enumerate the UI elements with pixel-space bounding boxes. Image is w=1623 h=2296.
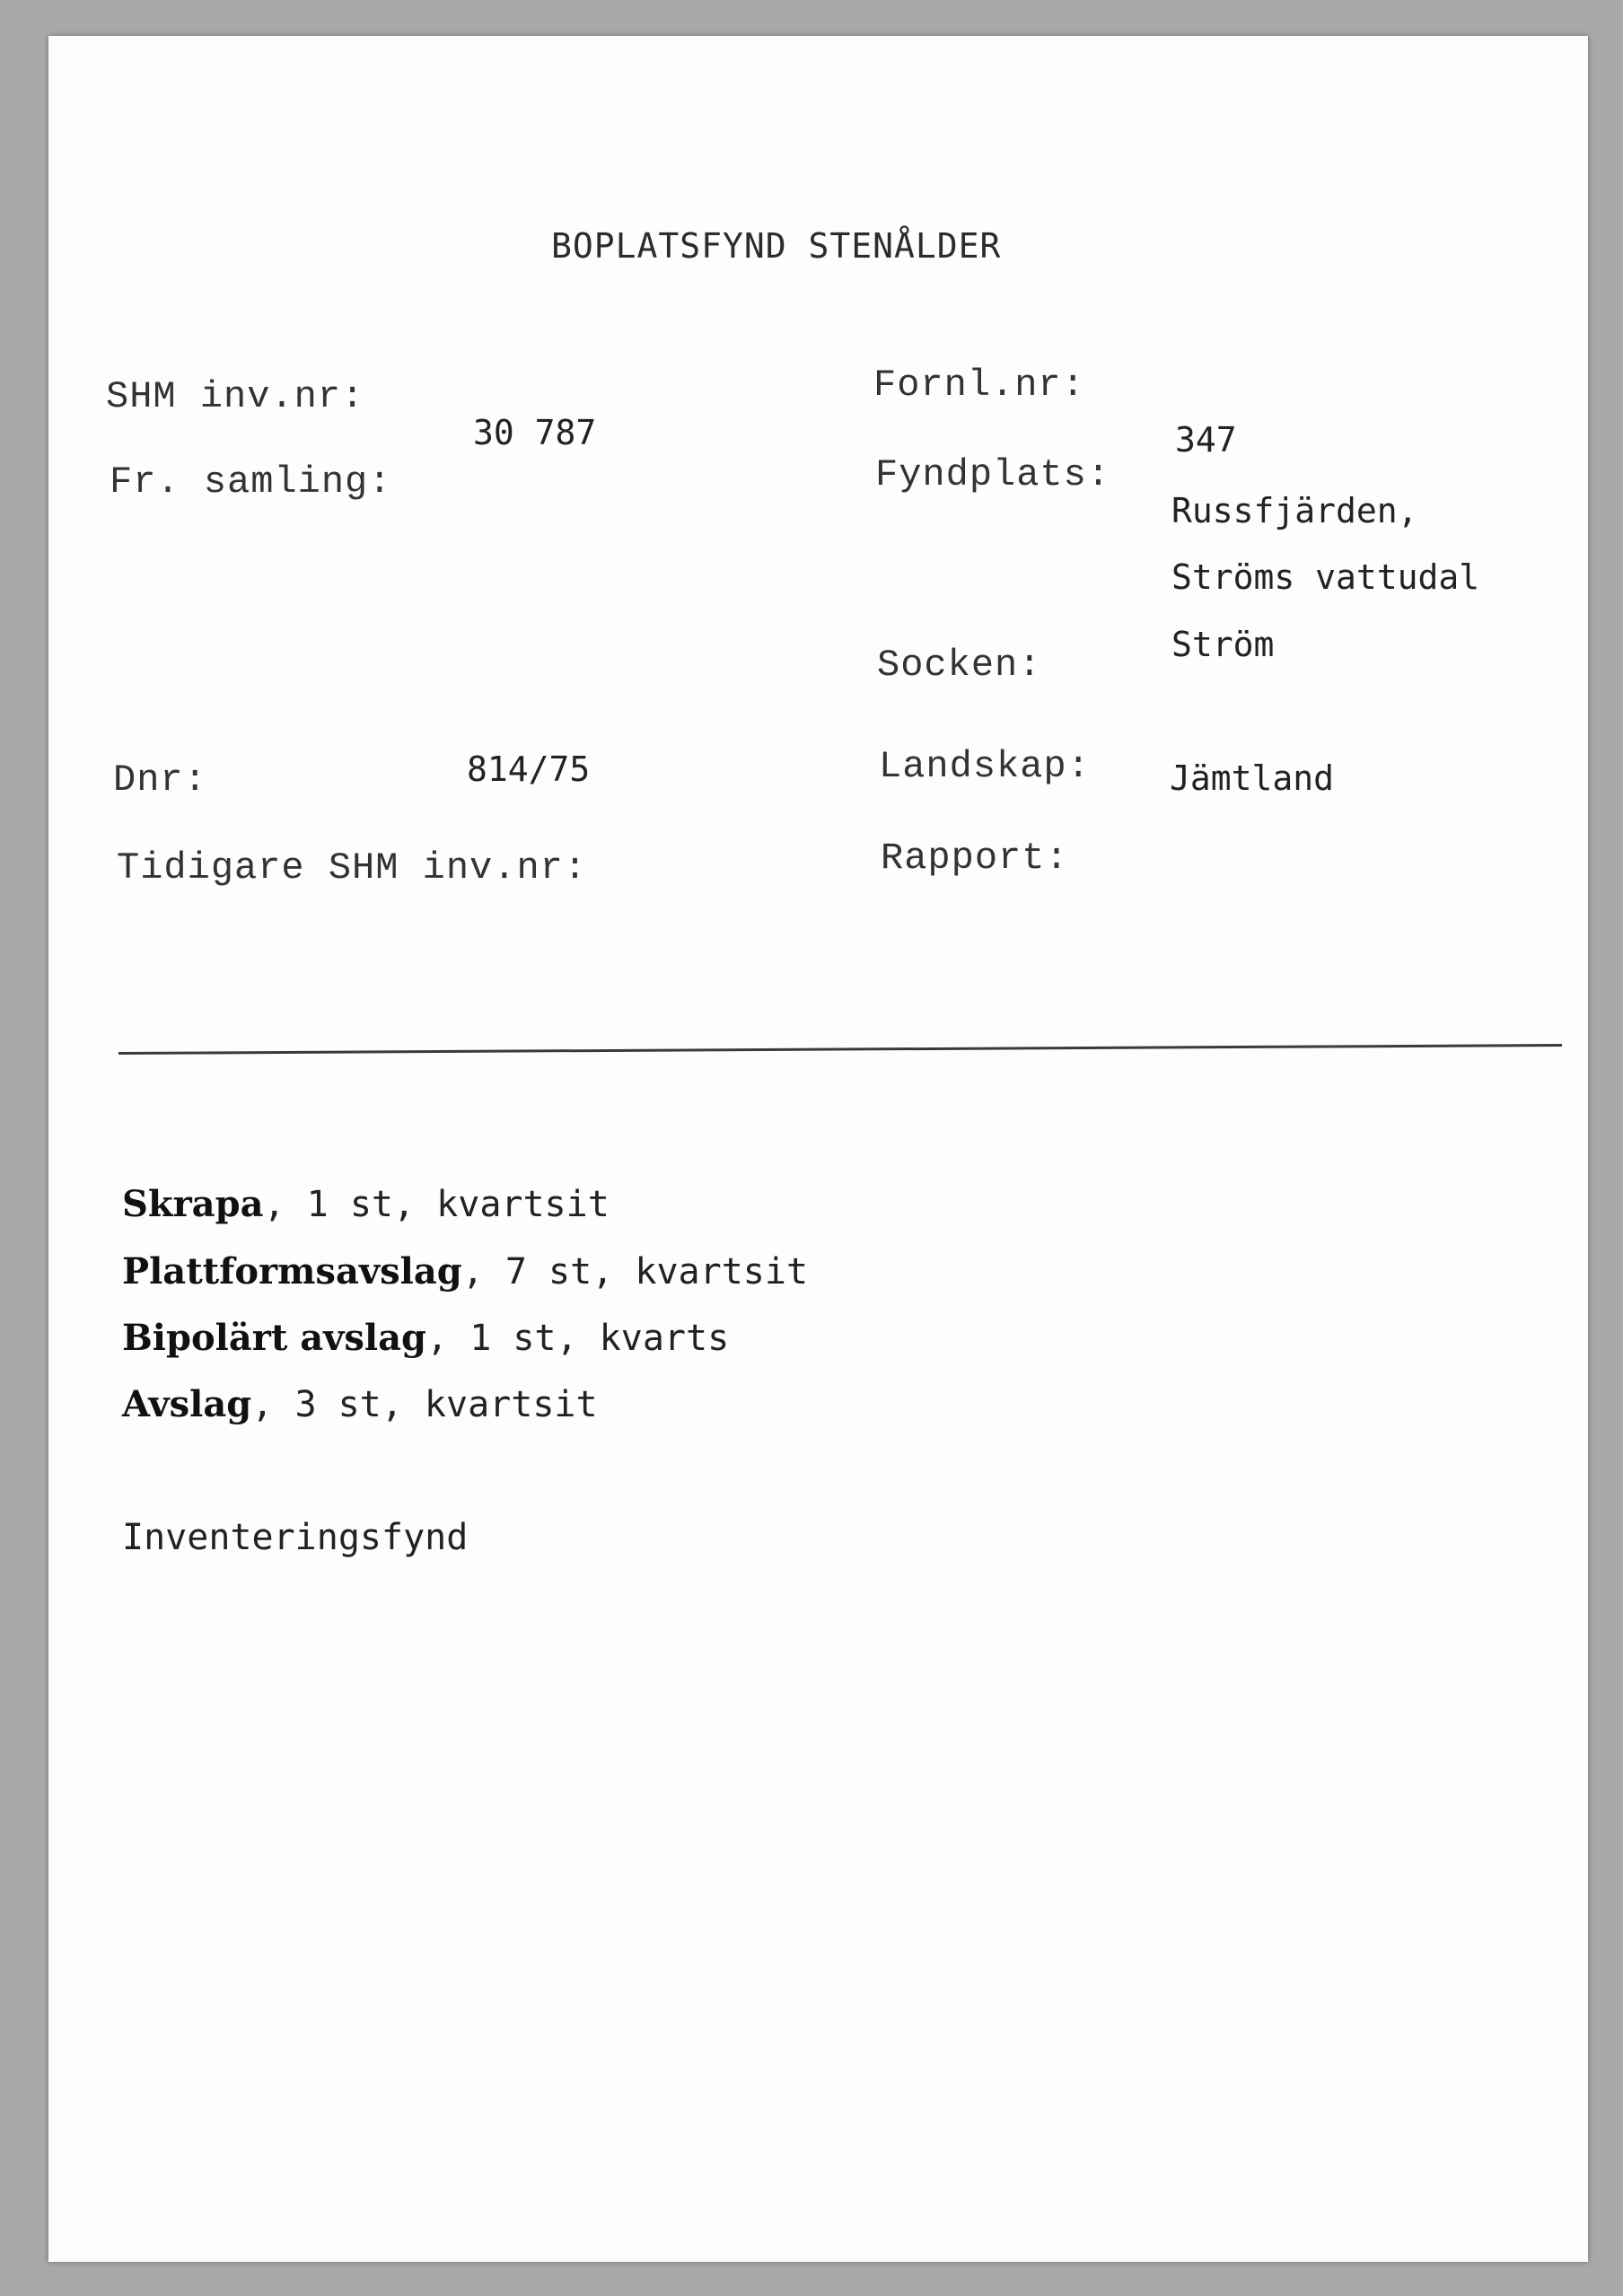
find-name: Bipolärt avslag bbox=[122, 1317, 427, 1359]
find-row: Plattformsavslag, 7 st, kvartsit bbox=[122, 1250, 809, 1293]
value-socken: Ström bbox=[1171, 625, 1275, 664]
value-fyndplats-line1: Russfjärden, bbox=[1171, 491, 1418, 530]
find-detail: 3 st, kvartsit bbox=[294, 1384, 598, 1425]
find-detail: 1 st, kvartsit bbox=[306, 1184, 610, 1225]
value-dnr: 814/75 bbox=[467, 749, 591, 789]
label-tidigare-shm-inv-nr: Tidigare SHM inv.nr: bbox=[117, 846, 588, 889]
label-fornl-nr: Fornl.nr: bbox=[873, 364, 1085, 407]
label-fr-samling: Fr. samling: bbox=[110, 460, 392, 504]
catalog-card bbox=[48, 36, 1588, 2262]
card-title: BOPLATSFYND STENÅLDER bbox=[551, 226, 1002, 266]
value-fornl-nr: 347 bbox=[1175, 420, 1237, 460]
label-socken: Socken: bbox=[877, 644, 1042, 687]
find-row: Skrapa, 1 st, kvartsit bbox=[122, 1183, 610, 1225]
value-fyndplats-line2: Ströms vattudal bbox=[1171, 557, 1480, 597]
find-row: Bipolärt avslag, 1 st, kvarts bbox=[122, 1317, 730, 1359]
label-fyndplats: Fyndplats: bbox=[875, 453, 1111, 496]
find-name: Avslag bbox=[122, 1383, 252, 1425]
note-text: Inventeringsfynd bbox=[122, 1517, 469, 1558]
value-shm-inv-nr: 30 787 bbox=[473, 413, 597, 452]
find-row: Avslag, 3 st, kvartsit bbox=[122, 1383, 598, 1425]
label-shm-inv-nr: SHM inv.nr: bbox=[106, 375, 365, 418]
find-name: Skrapa bbox=[122, 1183, 264, 1225]
find-name: Plattformsavslag bbox=[122, 1250, 462, 1293]
find-detail: 1 st, kvarts bbox=[469, 1318, 730, 1359]
label-landskap: Landskap: bbox=[879, 745, 1091, 788]
label-rapport: Rapport: bbox=[881, 837, 1069, 880]
label-dnr: Dnr: bbox=[113, 758, 207, 802]
value-landskap: Jämtland bbox=[1170, 758, 1335, 798]
find-detail: 7 st, kvartsit bbox=[504, 1251, 809, 1293]
